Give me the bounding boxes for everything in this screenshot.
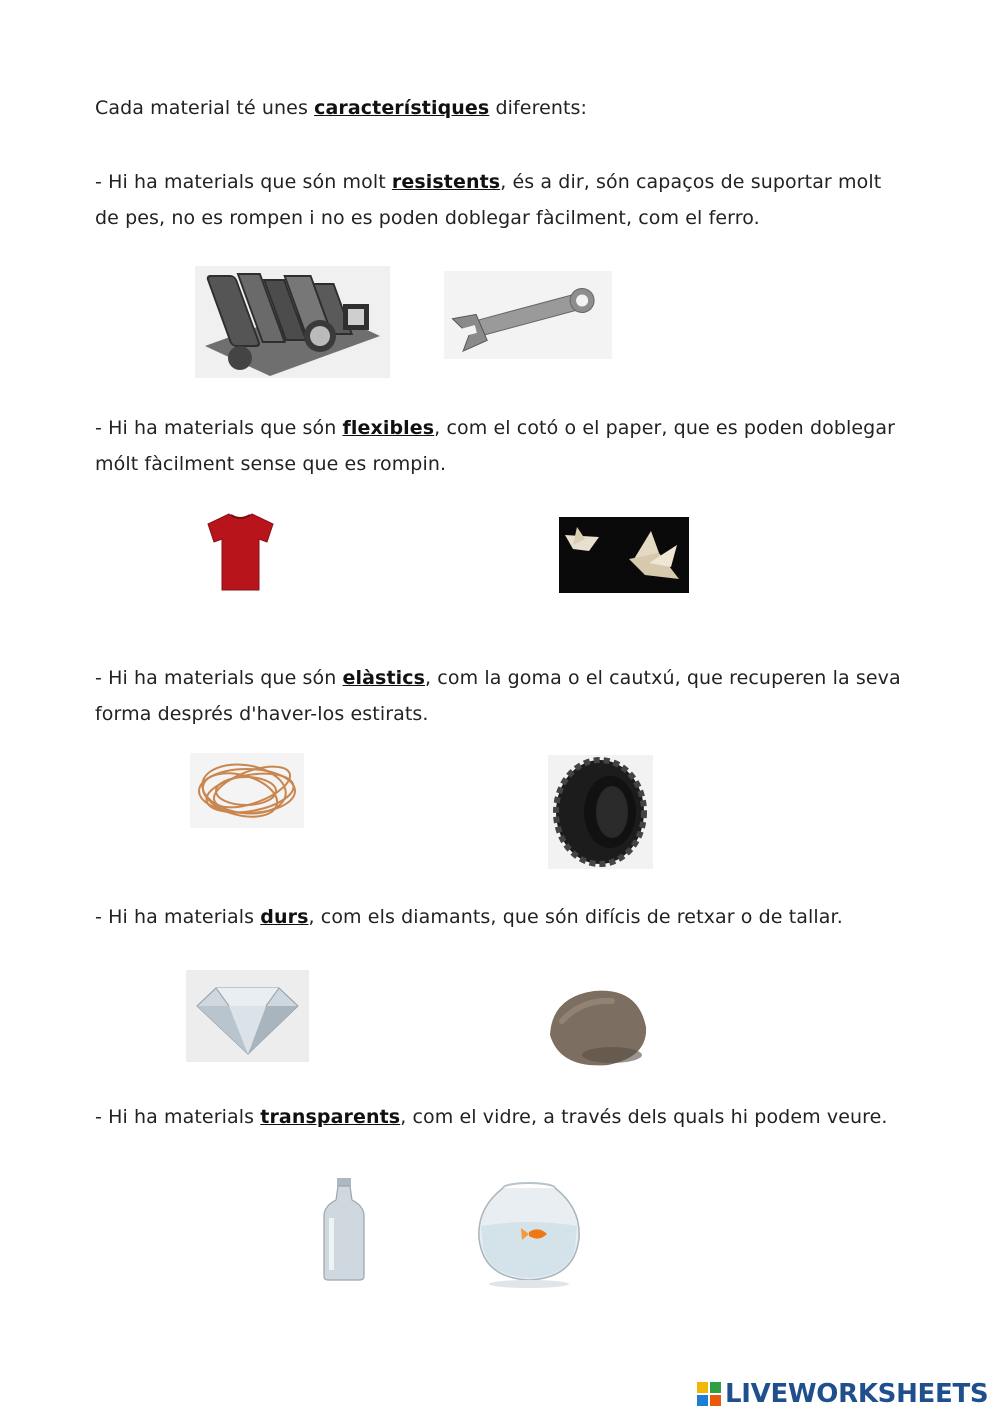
keyword: resistents: [391, 171, 501, 193]
section-text-durs: - Hi ha materials durs, com els diamants, que són difícis de retxar o de tallar.: [95, 906, 843, 928]
fishbowl-image: [475, 1178, 583, 1291]
diamond-image: [186, 970, 309, 1062]
steel-bars-image: [195, 266, 390, 378]
keyword: elàstics: [342, 667, 426, 689]
wrench-image: [444, 271, 612, 359]
intro-text: Cada material té unes característiques diferents:: [95, 97, 588, 119]
section-text-transparents: - Hi ha materials transparents, com el vidre, a través dels quals hi podem veure.: [95, 1106, 888, 1128]
tyre-image: [548, 755, 653, 869]
rubber-bands-image: [190, 753, 304, 828]
section-text-resistents: - Hi ha materials que són molt resistents, és a dir, són capaços de suportar molt de pes, no es rompen i no es poden doblegar fàcilment, com el ferro.: [95, 171, 882, 229]
keyword: flexibles: [342, 417, 435, 439]
red-t-shirt-image: [203, 510, 278, 592]
keyword: durs: [260, 906, 309, 928]
section-text-elastics: - Hi ha materials que són elàstics, com la goma o el cautxú, que recuperen la seva forma després d'haver-los estirats.: [95, 667, 901, 725]
glass-bottle-image: [320, 1176, 368, 1282]
liveworksheets-brand: LIVEWORKSHEETS: [725, 1379, 989, 1409]
keyword: característiques: [314, 97, 490, 119]
liveworksheets-logo-icon: [696, 1381, 722, 1407]
paper-origami-image: [559, 517, 689, 593]
liveworksheets-logo: [696, 1376, 988, 1412]
keyword: transparents: [260, 1106, 401, 1128]
stone-image: [542, 985, 652, 1070]
section-text-flexibles: - Hi ha materials que són flexibles, com el cotó o el paper, que es poden doblegar mólt fàcilment sense que es rompin.: [95, 417, 895, 475]
